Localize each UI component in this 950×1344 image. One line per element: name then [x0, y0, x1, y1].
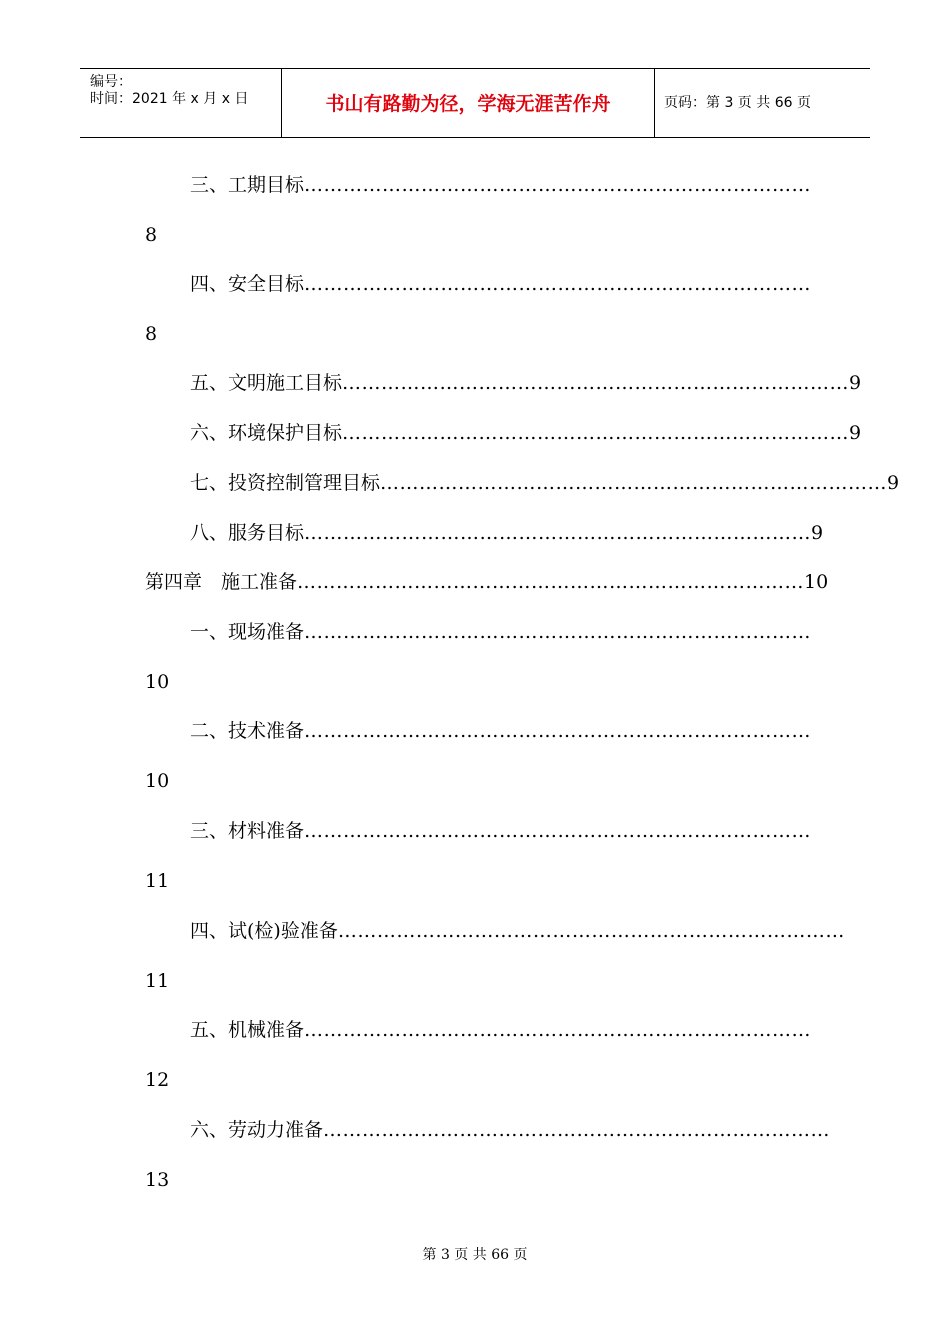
- toc-entry-page: 10: [804, 571, 829, 593]
- toc-entry[interactable]: [190, 1016, 812, 1044]
- toc-leader-dots: ……………………………………………………………………: [304, 621, 812, 643]
- toc-entry-page: 12: [145, 1069, 170, 1091]
- toc-entry-label: 第四章 施工准备: [145, 571, 298, 593]
- toc-entry[interactable]: [190, 369, 862, 397]
- toc-entry[interactable]: [190, 717, 812, 745]
- toc-entry[interactable]: [190, 469, 900, 497]
- toc-leader-dots: ……………………………………………………………………: [342, 372, 850, 394]
- toc-entry-page: 8: [145, 323, 158, 345]
- toc-entry[interactable]: [190, 171, 812, 199]
- toc-chapter-entry[interactable]: [145, 568, 829, 596]
- toc-leader-dots: ……………………………………………………………………: [304, 1019, 812, 1041]
- toc-entry-page: 11: [145, 870, 170, 892]
- toc-entry-page: 10: [145, 671, 170, 693]
- toc-entry[interactable]: [190, 419, 862, 447]
- toc-entry-label: 七、投资控制管理目标: [190, 472, 381, 494]
- toc-entry-page: 9: [887, 472, 900, 494]
- toc-leader-dots: ……………………………………………………………………: [304, 273, 812, 295]
- header-info-cell: [80, 69, 282, 137]
- document-number-label: 编号：: [90, 74, 132, 90]
- toc-entry-page: 10: [145, 770, 170, 792]
- toc-entry-label: 五、文明施工目标: [190, 372, 343, 394]
- toc-leader-dots: ……………………………………………………………………: [342, 422, 850, 444]
- page-footer: 第 3 页 共 66 页: [422, 1247, 528, 1263]
- toc-leader-dots: ……………………………………………………………………: [337, 920, 845, 942]
- toc-entry-label: 五、机械准备: [190, 1019, 305, 1041]
- page-header: [80, 68, 870, 138]
- toc-entry[interactable]: [190, 270, 812, 298]
- toc-entry-label: 六、环境保护目标: [190, 422, 343, 444]
- toc-leader-dots: ……………………………………………………………………: [323, 1119, 831, 1141]
- toc-leader-dots: ……………………………………………………………………: [304, 522, 812, 544]
- motto-text: 书山有路勤为径，学海无涯苦作舟: [325, 93, 611, 115]
- toc-entry[interactable]: [190, 1116, 831, 1144]
- toc-entry[interactable]: [190, 917, 845, 945]
- header-motto-cell: [282, 69, 655, 137]
- toc-entry[interactable]: [190, 817, 812, 845]
- toc-entry-page: 9: [849, 422, 862, 444]
- header-page-cell: [655, 69, 870, 137]
- document-date: 时间：2021 年 x 月 x 日: [90, 91, 249, 107]
- toc-entry-page: 13: [145, 1169, 170, 1191]
- toc-leader-dots: ……………………………………………………………………: [297, 571, 805, 593]
- toc-entry-page: 11: [145, 970, 170, 992]
- toc-leader-dots: ……………………………………………………………………: [380, 472, 888, 494]
- toc-entry-page: 9: [849, 372, 862, 394]
- toc-entry-label: 四、安全目标: [190, 273, 305, 295]
- toc-entry-label: 八、服务目标: [190, 522, 305, 544]
- toc-entry-label: 三、工期目标: [190, 174, 305, 196]
- toc-entry-label: 二、技术准备: [190, 720, 305, 742]
- toc-entry-label: 六、劳动力准备: [190, 1119, 324, 1141]
- toc-entry-page: 9: [811, 522, 824, 544]
- toc-entry-page: 8: [145, 224, 158, 246]
- toc-leader-dots: ……………………………………………………………………: [304, 174, 812, 196]
- header-page-info: 页码：第 3 页 共 66 页: [664, 95, 811, 111]
- toc-entry[interactable]: [190, 519, 824, 547]
- toc-entry-label: 一、现场准备: [190, 621, 305, 643]
- toc-entry-label: 三、材料准备: [190, 820, 305, 842]
- toc-entry[interactable]: [190, 618, 812, 646]
- toc-leader-dots: ……………………………………………………………………: [304, 820, 812, 842]
- toc-entry-label: 四、试(检)验准备: [190, 920, 338, 942]
- toc-leader-dots: ……………………………………………………………………: [304, 720, 812, 742]
